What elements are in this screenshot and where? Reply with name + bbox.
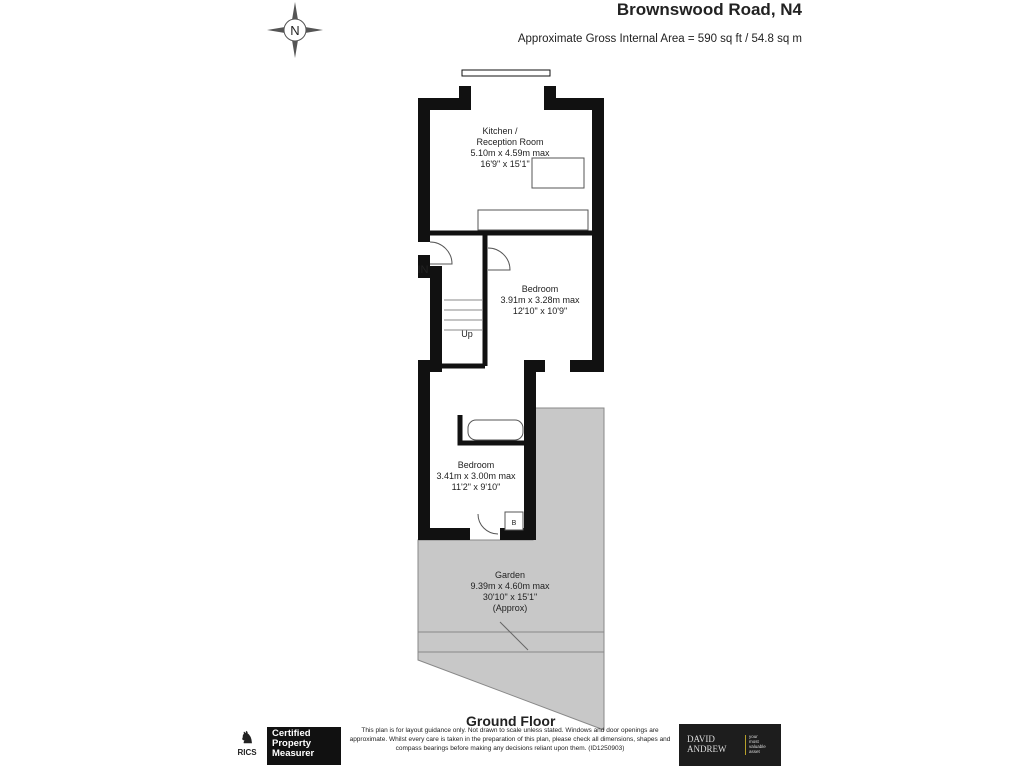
svg-text:Reception Room: Reception Room <box>476 137 544 147</box>
svg-text:Kitchen /: Kitchen / <box>482 126 518 136</box>
property-title: Brownswood Road, N4 <box>616 0 802 19</box>
boiler-label: B <box>511 520 517 527</box>
certified-measurer-badge: Certified Property Measurer <box>267 727 341 765</box>
svg-text:16'9" x 15'1": 16'9" x 15'1" <box>480 159 530 169</box>
svg-text:5.10m x 4.59m max: 5.10m x 4.59m max <box>470 148 550 158</box>
svg-text:Bedroom: Bedroom <box>457 460 495 470</box>
disclaimer: This plan is for layout guidance only. Not drawn to scale unless stated. Windows and door openings are approximate. Whilst every care is taken in the preparation of this plan, please check all dimensions, shapes and compass bearings before making any decisions reliant upon them. (ID1250903) <box>349 727 671 752</box>
room-bedroom-1 <box>500 284 580 316</box>
svg-text:3.91m x 3.28m max: 3.91m x 3.28m max <box>500 295 580 305</box>
svg-text:30'10" x 15'1": 30'10" x 15'1" <box>482 592 538 602</box>
svg-text:(Approx): (Approx) <box>492 603 528 613</box>
compass-north: N <box>290 23 300 38</box>
floor-label: Ground Floor <box>466 713 556 729</box>
gross-area: Approximate Gross Internal Area = 590 sq ft / 54.8 sq m <box>517 33 802 45</box>
svg-text:9.39m x 4.60m max: 9.39m x 4.60m max <box>470 581 550 591</box>
svg-text:Bedroom: Bedroom <box>521 284 559 294</box>
agent-logo: DAVID ANDREW your most valuable asset <box>679 724 781 766</box>
compass-icon <box>267 2 323 58</box>
garden-area <box>418 408 604 730</box>
svg-text:3.41m x 3.00m max: 3.41m x 3.00m max <box>436 471 516 481</box>
svg-text:11'2" x 9'10": 11'2" x 9'10" <box>451 482 501 492</box>
rics-logo: ♞ RICS <box>237 730 257 757</box>
svg-text:Garden: Garden <box>494 570 526 580</box>
room-bedroom-2 <box>436 460 516 492</box>
entrance-label: IN <box>417 264 429 276</box>
stairs-label: Up <box>461 329 473 339</box>
svg-text:12'10" x 10'9": 12'10" x 10'9" <box>512 306 568 316</box>
